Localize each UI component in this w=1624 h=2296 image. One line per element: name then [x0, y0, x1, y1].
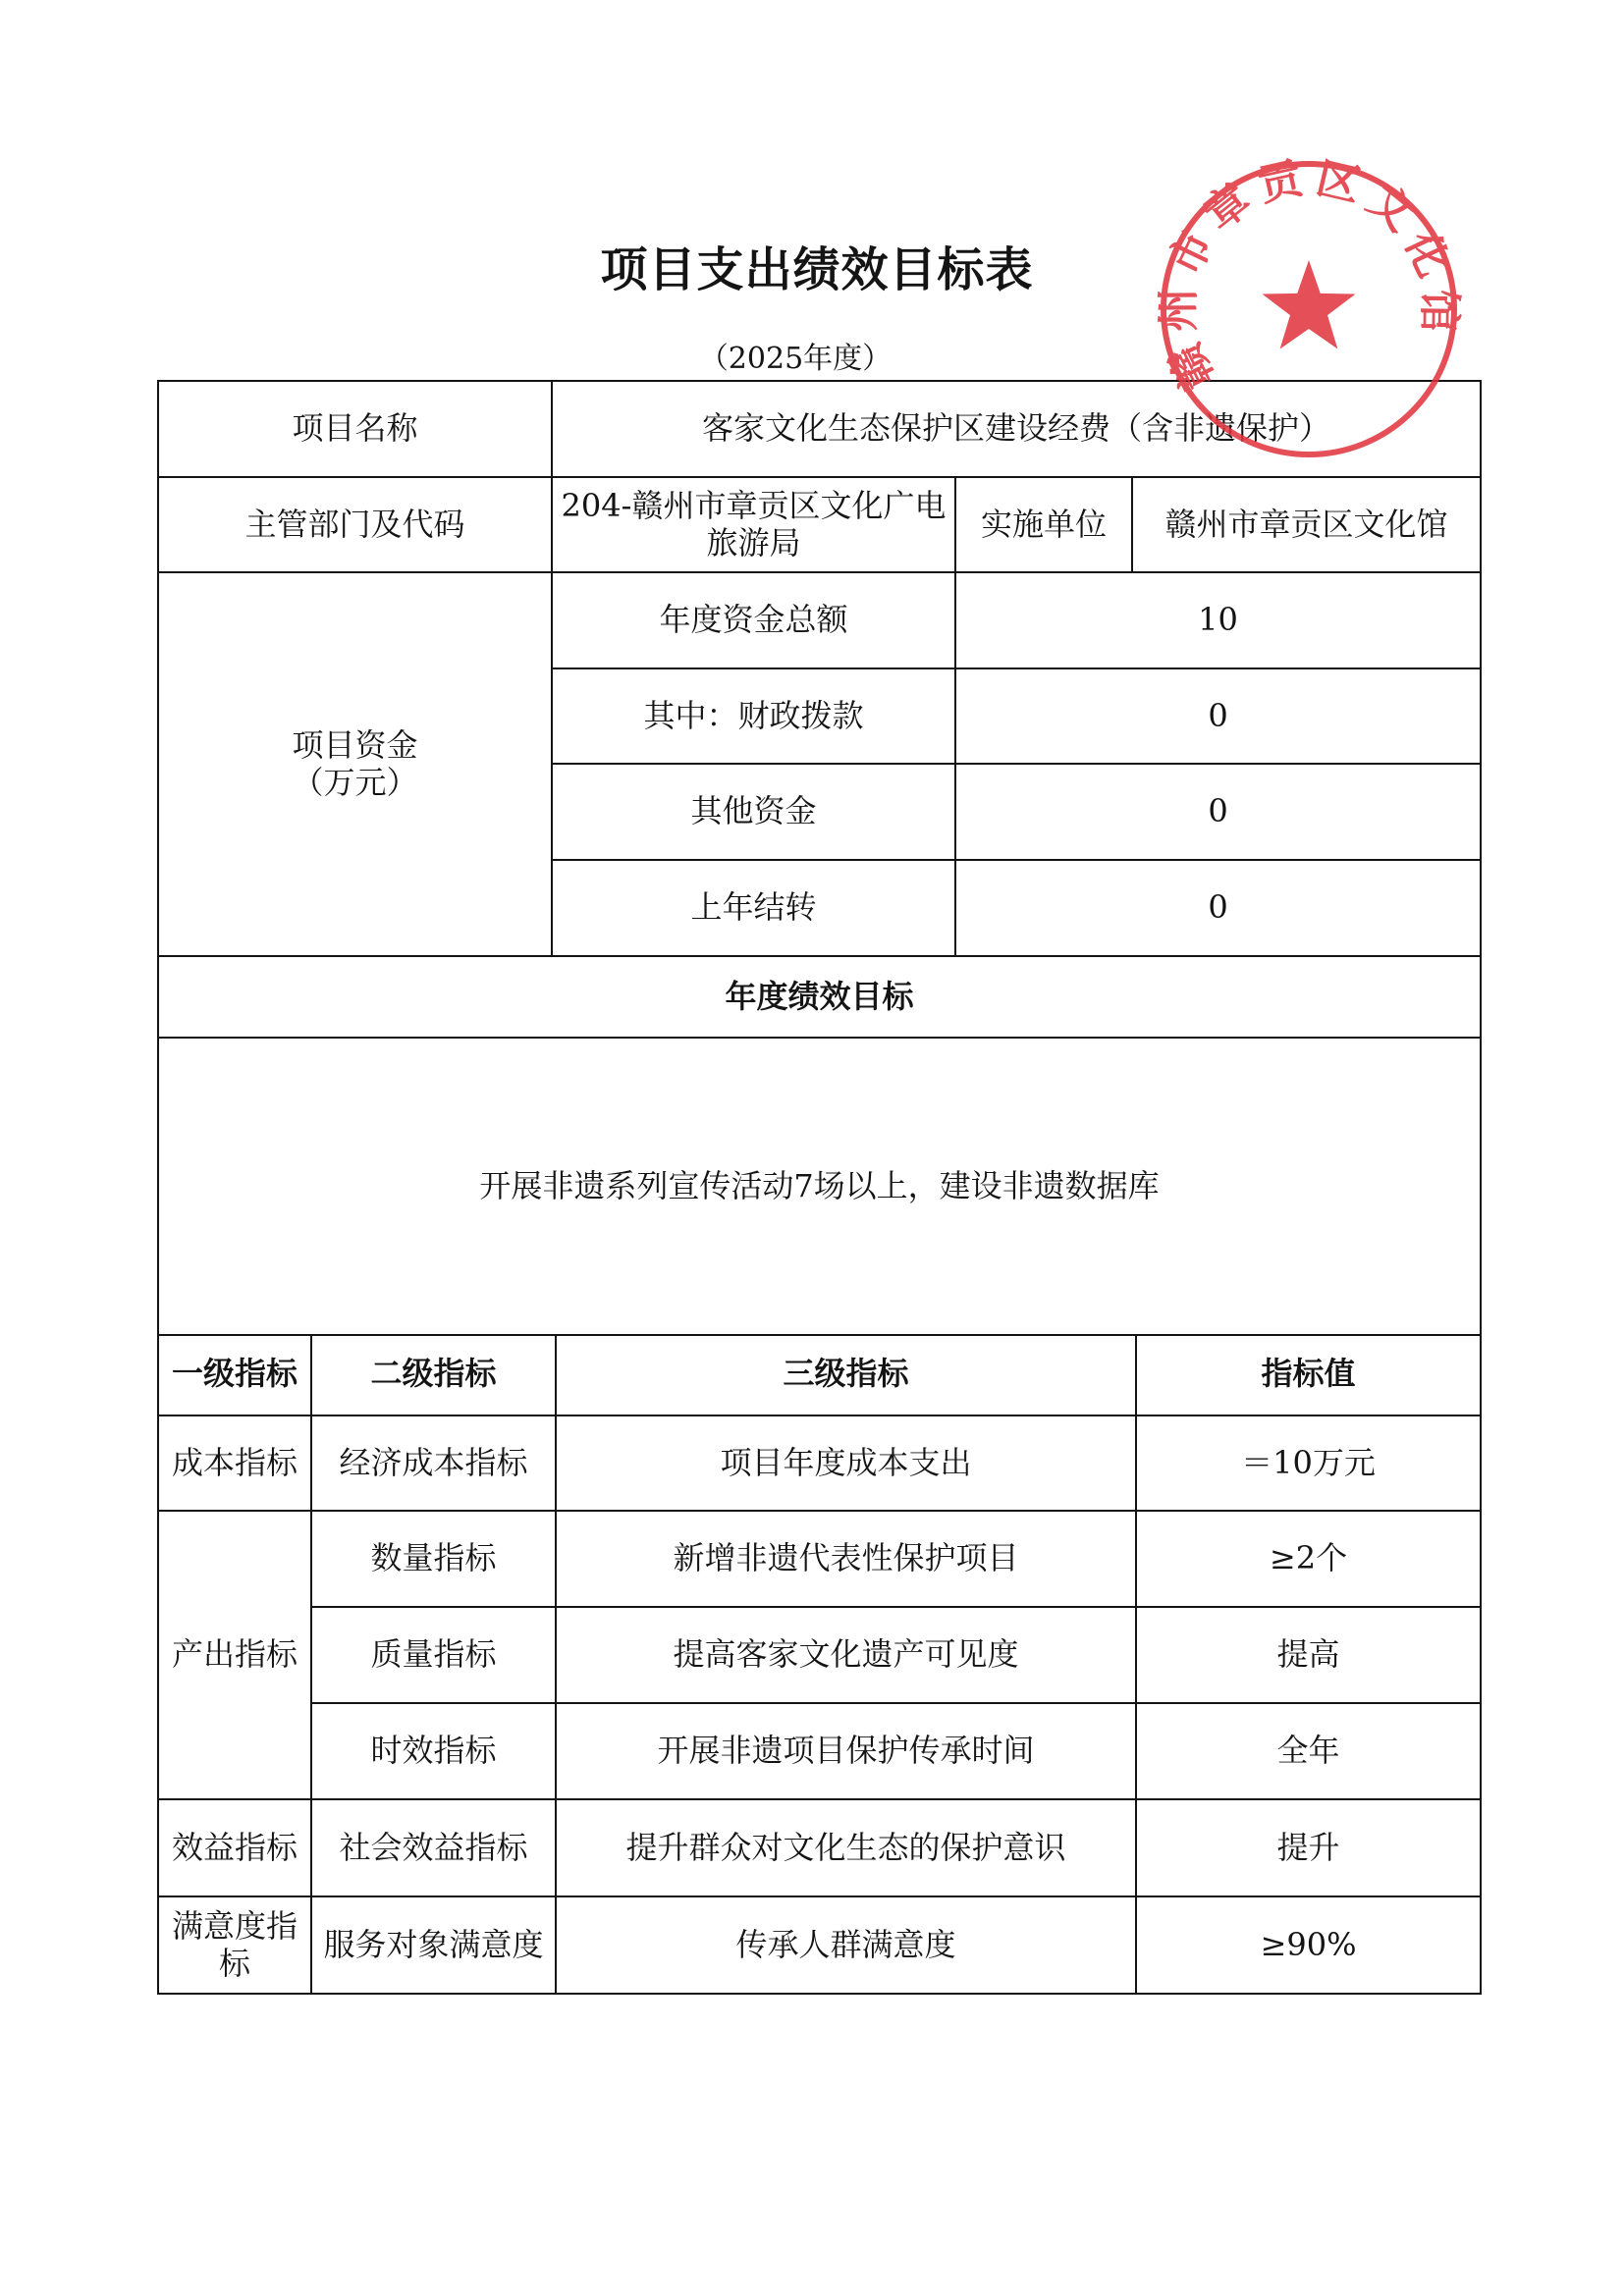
indicator-value: ≥90%	[1136, 1896, 1481, 1994]
indicator-level2: 质量指标	[311, 1607, 556, 1703]
funds-row-label: 年度资金总额	[552, 572, 955, 668]
indicator-level2: 时效指标	[311, 1703, 556, 1799]
indicator-value: 提高	[1136, 1607, 1481, 1703]
indicator-level1: 成本指标	[158, 1415, 311, 1511]
table-row	[158, 1896, 1481, 1994]
department-label: 主管部门及代码	[158, 477, 552, 572]
indicator-value: 全年	[1136, 1703, 1481, 1799]
implementing-unit-value: 赣州市章贡区文化馆	[1132, 477, 1481, 572]
indicator-level1: 产出指标	[158, 1511, 311, 1799]
indicator-level2: 服务对象满意度	[311, 1896, 556, 1994]
indicator-level3: 新增非遗代表性保护项目	[556, 1511, 1136, 1607]
funds-row-value: 0	[955, 860, 1481, 956]
table-row	[158, 1511, 1481, 1607]
header-value: 指标值	[1136, 1334, 1481, 1415]
project-funds-label-line1: 项目资金	[292, 725, 418, 764]
document-year: （2025年度）	[698, 342, 893, 376]
funds-row-value: 0	[955, 764, 1481, 860]
table-row	[158, 1415, 1481, 1511]
funds-row	[158, 572, 1481, 668]
indicator-level3: 项目年度成本支出	[556, 1415, 1136, 1511]
funds-row-label: 上年结转	[552, 860, 955, 956]
indicator-level3: 开展非遗项目保护传承时间	[556, 1703, 1136, 1799]
indicator-level1: 满意度指标	[158, 1896, 311, 1994]
table-row	[158, 1703, 1481, 1799]
implementing-unit-label: 实施单位	[955, 477, 1132, 572]
indicators-table	[157, 1334, 1482, 1995]
indicator-value: ＝10万元	[1136, 1415, 1481, 1511]
funds-row-value: 10	[955, 572, 1481, 668]
funds-row-value: 0	[955, 668, 1481, 764]
indicator-level1: 效益指标	[158, 1799, 311, 1896]
indicator-value: 提升	[1136, 1799, 1481, 1896]
annual-goal-header: 年度绩效目标	[158, 956, 1481, 1038]
funds-row-label: 其他资金	[552, 764, 955, 860]
indicators-header-row	[158, 1334, 1481, 1415]
department-row	[158, 477, 1481, 572]
document-title: 项目支出绩效目标表	[600, 242, 1034, 297]
indicator-level2: 经济成本指标	[311, 1415, 556, 1511]
table-row	[158, 1799, 1481, 1896]
project-name-row	[158, 381, 1481, 477]
seal-text: 赣州市章贡区文化馆	[1154, 154, 1464, 398]
goal-header-row	[158, 956, 1481, 1038]
header-level1: 一级指标	[158, 1334, 311, 1415]
annual-goal-text: 开展非遗系列宣传活动7场以上，建设非遗数据库	[158, 1038, 1481, 1335]
indicator-level2: 数量指标	[311, 1511, 556, 1607]
indicator-value: ≥2个	[1136, 1511, 1481, 1607]
indicator-level2: 社会效益指标	[311, 1799, 556, 1896]
project-name-label: 项目名称	[158, 381, 552, 477]
header-level2: 二级指标	[311, 1334, 556, 1415]
goal-text-row	[158, 1038, 1481, 1335]
project-name-value: 客家文化生态保护区建设经费（含非遗保护）	[552, 381, 1481, 477]
project-funds-label	[158, 572, 552, 956]
project-funds-label-line2: （万元）	[292, 763, 418, 801]
indicator-level3: 传承人群满意度	[556, 1896, 1136, 1994]
indicator-level3: 提高客家文化遗产可见度	[556, 1607, 1136, 1703]
header-level3: 三级指标	[556, 1334, 1136, 1415]
department-value: 204-赣州市章贡区文化广电旅游局	[552, 477, 955, 572]
table-row	[158, 1607, 1481, 1703]
indicator-level3: 提升群众对文化生态的保护意识	[556, 1799, 1136, 1896]
funds-row-label: 其中：财政拨款	[552, 668, 955, 764]
project-info-table	[157, 380, 1482, 1336]
